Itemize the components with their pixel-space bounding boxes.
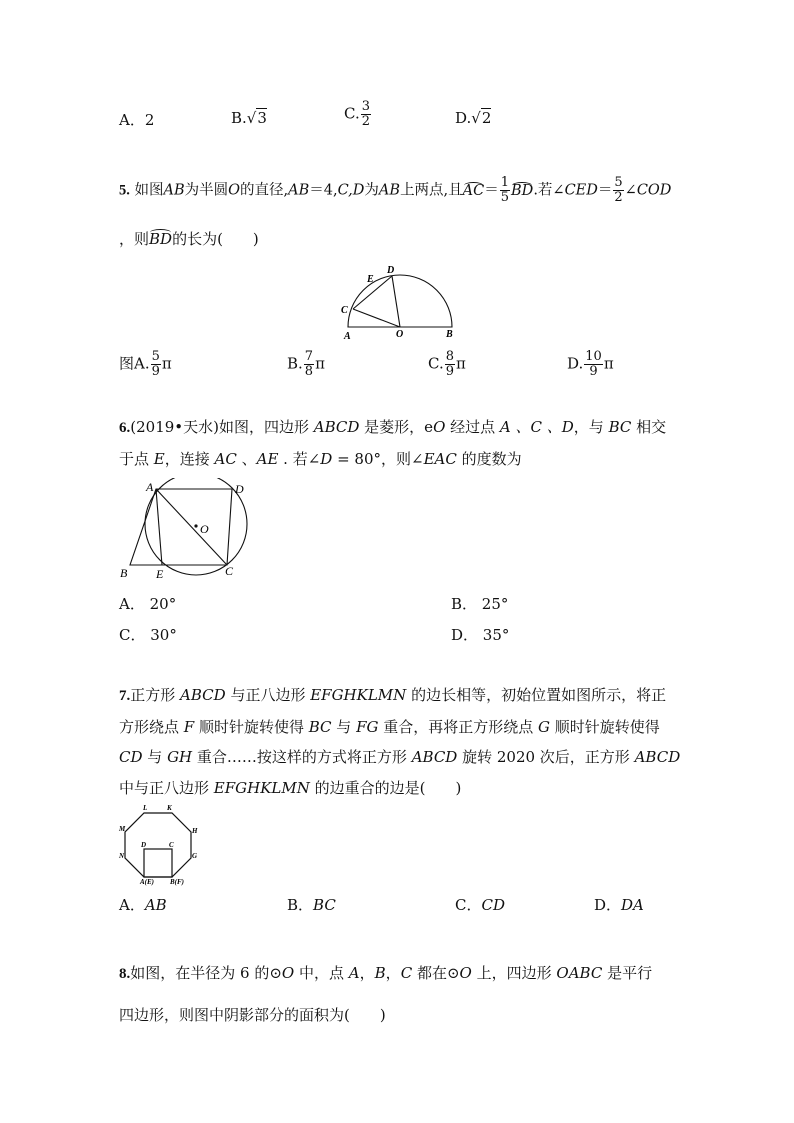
- q8-math: B: [374, 964, 386, 982]
- q5-arc-ac: AC: [462, 182, 485, 199]
- label-c: C: [341, 305, 348, 316]
- frac-numerator: 1: [500, 175, 510, 190]
- label-c: C: [225, 564, 234, 578]
- q5-figure-label: 图: [119, 354, 135, 373]
- q4-option-b-prefix: B.: [231, 109, 247, 127]
- q6-math: A 、C 、D: [499, 418, 574, 436]
- q5-math: AB: [163, 182, 185, 199]
- frac-denominator: 2: [614, 190, 623, 205]
- q8-stem-line-2: 四边形，则图中阴影部分的面积为( ): [119, 1006, 386, 1024]
- q7-math: FG: [356, 718, 379, 736]
- q5-fraction-1-5: [500, 176, 510, 205]
- circle-dot-symbol: ⊙: [269, 964, 282, 982]
- q7-math: BC: [308, 718, 332, 736]
- q5-text: ＝: [484, 182, 499, 199]
- frac-numerator: 5: [614, 175, 623, 190]
- option-prefix: A.: [134, 354, 150, 373]
- option-fraction: [584, 350, 603, 379]
- q7-text: 顺时针旋转使得: [550, 718, 660, 736]
- q4-option-c-fraction: [361, 100, 371, 129]
- q6-circle-symbol: e: [424, 418, 434, 436]
- label-h: H: [192, 827, 198, 835]
- q6-option-a: A． 20°: [119, 595, 177, 613]
- q4-option-d: [455, 109, 491, 127]
- q8-text: ，: [385, 964, 401, 982]
- q5-text: 为: [364, 182, 379, 199]
- option-value: CD: [481, 896, 505, 914]
- square-abcd: [144, 849, 172, 877]
- q5-text: 为半圆: [184, 182, 229, 199]
- q7-text: 的边重合的边是( ): [309, 779, 462, 797]
- option-prefix: D.: [567, 354, 584, 373]
- q5-math: AB: [288, 182, 310, 199]
- label-b-f: B(F): [170, 878, 184, 886]
- pi-symbol: π: [161, 354, 172, 373]
- option-value: AB: [144, 896, 167, 914]
- pi-symbol: π: [315, 354, 325, 373]
- q8-stem-line-1: [119, 962, 652, 983]
- option-prefix: C．: [455, 896, 482, 914]
- label-c: C: [169, 841, 174, 849]
- q5-option-b: [287, 350, 325, 379]
- q6-stem-line-1: [119, 416, 666, 437]
- sqrt-symbol: √: [246, 109, 257, 127]
- frac-numerator: 7: [304, 349, 314, 364]
- q6-math: BC: [608, 418, 632, 436]
- frac-denominator: 2: [361, 114, 370, 129]
- label-b: B: [120, 566, 128, 580]
- q7-option-b: [287, 894, 336, 915]
- circle-dot-symbol: ⊙: [446, 964, 460, 982]
- label-b: B: [446, 329, 453, 340]
- frac-denominator: 9: [589, 364, 598, 379]
- q5-text: .若∠: [533, 182, 565, 199]
- option-fraction: [445, 350, 455, 379]
- q5-text: 的长为( ): [172, 230, 259, 248]
- option-value: BC: [313, 896, 336, 914]
- frac-denominator: 5: [500, 190, 510, 205]
- label-d: D: [387, 265, 395, 276]
- option-value: DA: [621, 896, 644, 914]
- q7-text: 顺时针旋转使得: [194, 718, 309, 736]
- q7-text: 重合，再将正方形绕点: [378, 718, 539, 736]
- q8-text: 中，点: [294, 964, 349, 982]
- q6-option-c: C． 30°: [119, 626, 177, 644]
- q5-number: 5.: [119, 182, 130, 199]
- q6-math: ABCD: [313, 418, 360, 436]
- q7-text: 的边长相等，初始位置如图所示，将正: [406, 686, 667, 704]
- q7-number: 7.: [119, 688, 131, 704]
- q7-math: EFGHKLMN: [310, 686, 407, 704]
- center-dot: [194, 524, 197, 527]
- q6-option-d: D． 35°: [451, 626, 510, 644]
- label-a-e: A(E): [140, 878, 154, 886]
- q8-math: OABC: [556, 964, 603, 982]
- q4-option-d-prefix: D.: [455, 109, 472, 127]
- q8-number: 8.: [119, 966, 131, 982]
- q7-math: EFGHKLMN: [213, 779, 310, 797]
- segment-ae: [156, 489, 162, 565]
- q7-option-c: [455, 894, 505, 915]
- q7-stem-line-4: [119, 777, 461, 798]
- q6-text: 是菱形，: [359, 418, 425, 436]
- option-prefix: A．: [119, 896, 145, 914]
- option-fraction: [151, 350, 161, 379]
- q5-text: ∠: [624, 182, 637, 199]
- label-n: N: [119, 852, 125, 860]
- q7-math: ABCD: [634, 748, 681, 766]
- q5-text: ＝4,: [309, 182, 338, 199]
- q6-text: = 80°，则∠: [332, 450, 424, 468]
- q8-text: 上，四边形: [471, 964, 557, 982]
- q6-math: E: [153, 450, 165, 468]
- option-prefix: D．: [594, 896, 622, 914]
- q6-text: 相交: [631, 418, 667, 436]
- q8-text: 都在: [412, 964, 447, 982]
- q4-option-c-prefix: C.: [344, 104, 360, 123]
- q6-text: 、: [236, 450, 257, 468]
- option-prefix: B．: [287, 896, 314, 914]
- q7-text: 旋转 2020 次后，正方形: [457, 748, 635, 766]
- label-g: G: [192, 852, 198, 860]
- q6-text: ，与: [573, 418, 609, 436]
- label-a: A: [146, 480, 154, 494]
- label-d: D: [141, 841, 147, 849]
- q5-stem-line-1: [119, 176, 671, 205]
- q7-text: 中与正八边形: [119, 779, 214, 797]
- option-prefix: C.: [428, 354, 444, 373]
- q6-math: D: [320, 450, 333, 468]
- q6-text: . 若∠: [278, 450, 321, 468]
- pi-symbol: π: [456, 354, 466, 373]
- pi-symbol: π: [603, 354, 614, 373]
- q5-fraction-5-2: [613, 176, 623, 205]
- q5-text: ，则: [119, 230, 150, 248]
- q6-option-b: B． 25°: [451, 595, 509, 613]
- q5-text: 上两点,且: [400, 182, 463, 199]
- frac-numerator: 3: [361, 99, 370, 114]
- q7-math: GH: [167, 748, 193, 766]
- label-k: K: [167, 804, 172, 812]
- q8-math: O: [459, 964, 472, 982]
- q4-option-b: [231, 109, 267, 127]
- q7-stem-line-3: [119, 746, 680, 767]
- q8-math: C: [400, 964, 413, 982]
- q5-arc-bd: BD: [511, 182, 534, 199]
- q8-text: ，: [359, 964, 375, 982]
- frac-denominator: 9: [151, 364, 160, 379]
- q7-text: 与: [331, 718, 357, 736]
- q5-option-a: [119, 350, 172, 379]
- q5-math: CED: [564, 182, 598, 199]
- q5-math: COD: [636, 182, 672, 199]
- q7-option-a: [119, 894, 167, 915]
- q7-math: ABCD: [180, 686, 226, 704]
- frac-numerator: 5: [151, 349, 160, 364]
- q4-option-a: A．2: [119, 111, 155, 129]
- label-e: E: [367, 274, 374, 285]
- q8-text: 如图，在半径为 6 的: [130, 964, 270, 982]
- q7-text: 与正八边形: [225, 686, 311, 704]
- q7-text: 重合……按这样的方式将正方形: [192, 748, 412, 766]
- q5-option-c: [428, 350, 466, 379]
- octagon-efghklmn: [125, 813, 191, 877]
- q7-math: CD: [119, 748, 143, 766]
- q7-text: 方形绕点: [119, 718, 184, 736]
- q8-text: 是平行: [602, 964, 653, 982]
- q7-text: 与: [142, 748, 168, 766]
- q8-math: A: [348, 964, 360, 982]
- q7-math: G: [538, 718, 550, 736]
- q5-math: AB: [378, 182, 401, 199]
- label-l: L: [143, 804, 148, 812]
- label-o: O: [200, 522, 209, 536]
- q7-octagon-square-figure: [116, 802, 206, 886]
- label-a: A: [344, 331, 351, 342]
- semicircle: [348, 275, 452, 327]
- label-e: E: [156, 567, 164, 581]
- q6-text: 经过点: [445, 418, 500, 436]
- frac-denominator: 9: [445, 364, 454, 379]
- option-fraction: [304, 350, 314, 379]
- q6-text: (2019•天水)如图，四边形: [130, 418, 314, 436]
- q6-text: 的度数为: [456, 450, 522, 468]
- q4-option-b-radicand: 3: [257, 109, 267, 127]
- q6-math: O: [433, 418, 446, 436]
- q6-rhombus-circle-figure: [114, 478, 254, 582]
- q7-math: ABCD: [411, 748, 458, 766]
- frac-numerator: 8: [445, 349, 454, 364]
- q5-text: 如图: [134, 182, 164, 199]
- q7-text: 正方形: [130, 686, 181, 704]
- q6-math: AC: [214, 450, 237, 468]
- q7-option-d: [594, 894, 644, 915]
- q5-semicircle-figure: [335, 262, 460, 342]
- q6-stem-line-2: [119, 448, 522, 469]
- q7-stem-line-1: [119, 684, 666, 705]
- q6-math: EAC: [423, 450, 457, 468]
- q5-text: ＝: [597, 182, 613, 199]
- option-prefix: B.: [287, 354, 303, 373]
- segment-ac: [156, 489, 227, 565]
- q6-text: 于点: [119, 450, 154, 468]
- label-m: M: [119, 825, 126, 833]
- sqrt-symbol: √: [471, 109, 481, 127]
- q5-option-d: [567, 350, 614, 379]
- frac-numerator: 10: [585, 349, 602, 364]
- label-d: D: [235, 482, 244, 496]
- frac-denominator: 8: [304, 364, 314, 379]
- q6-text: ，连接: [164, 450, 215, 468]
- q7-stem-line-2: [119, 716, 660, 737]
- label-o: O: [396, 329, 404, 340]
- q4-option-d-radicand: 2: [481, 109, 492, 127]
- q5-arc-bd: BD: [149, 230, 173, 248]
- q8-math: O: [281, 964, 295, 982]
- q4-option-c: [344, 100, 372, 129]
- q5-text: 的直径,: [240, 182, 289, 199]
- segment-do: [392, 276, 400, 327]
- q6-math: AE: [256, 450, 279, 468]
- q7-math: F: [183, 718, 195, 736]
- q6-number: 6.: [119, 420, 131, 436]
- q5-math: O: [228, 182, 241, 199]
- q5-stem-line-2: [119, 228, 259, 249]
- q5-math: C,D: [337, 182, 365, 199]
- segment-co: [353, 309, 400, 327]
